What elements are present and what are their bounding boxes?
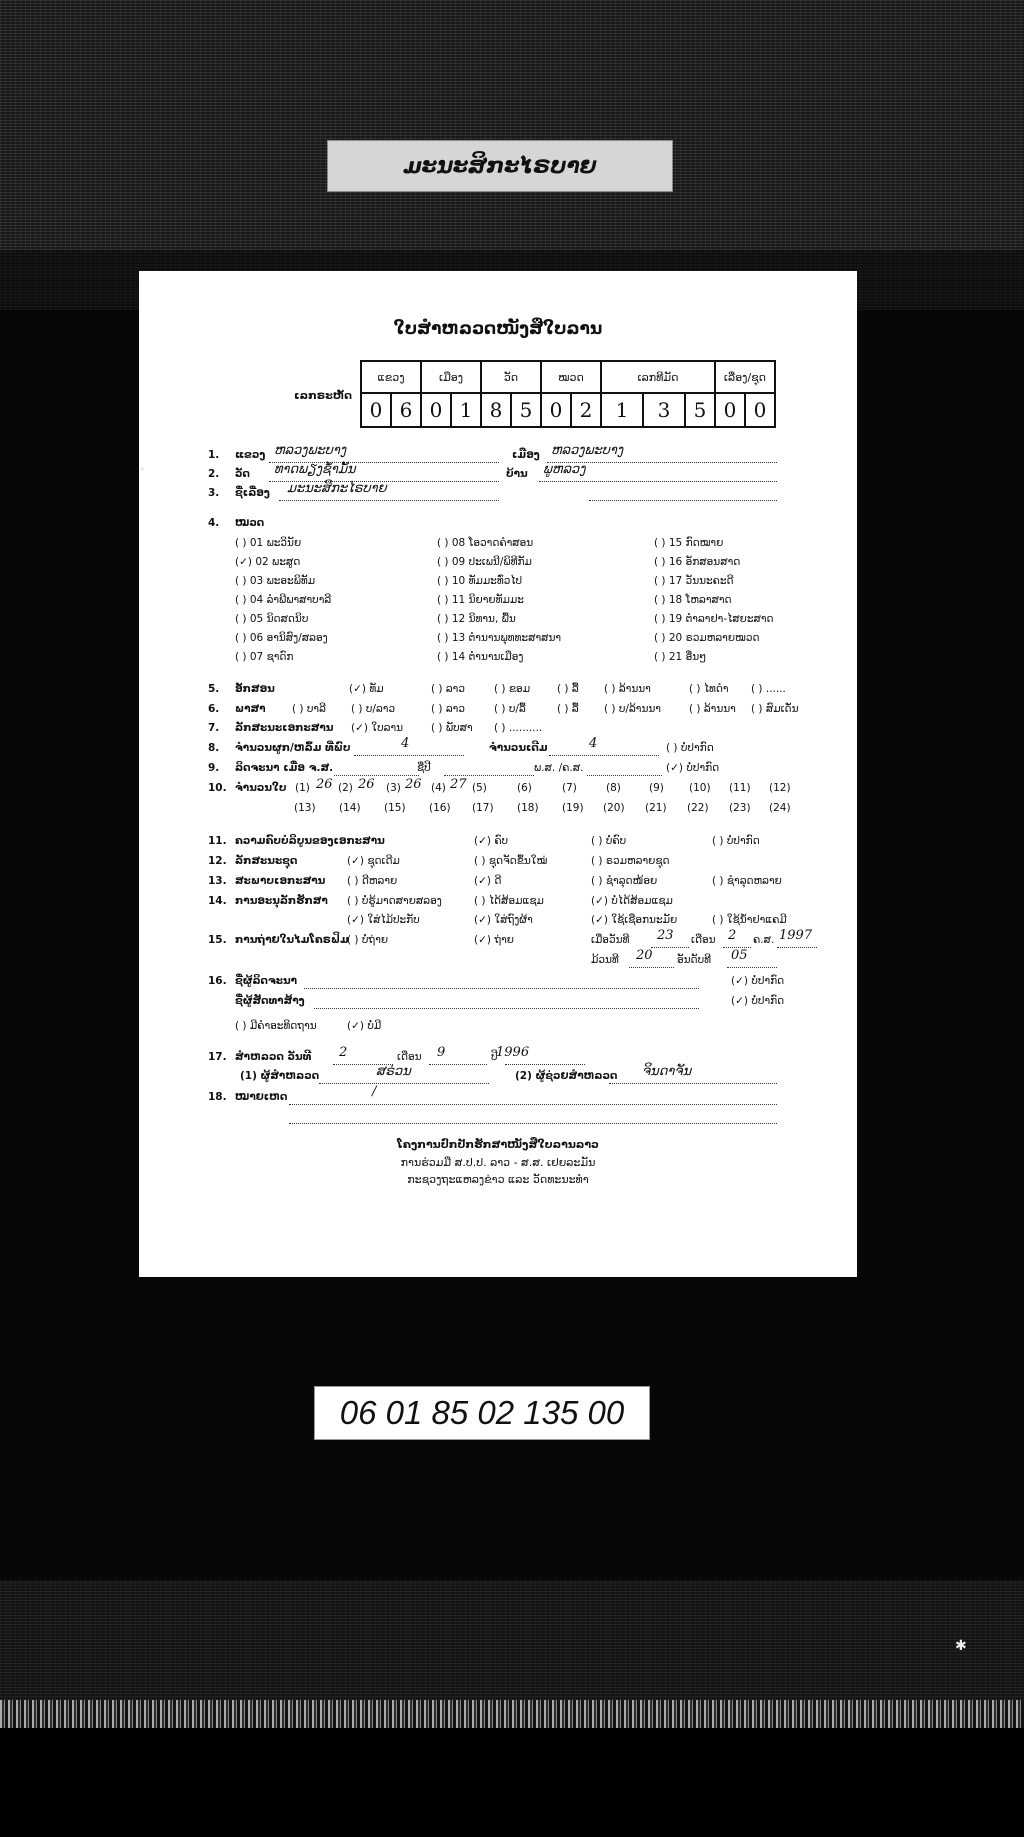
language-option: ( ) ບາລີ [292,703,326,715]
language-option: ( ) ບ/ລາວ [351,703,396,715]
conservation-label: ການອະນຸລັກຮັກສາ [235,895,328,907]
field-number: 2. [208,468,220,480]
village-label: ບ້ານ [506,468,528,480]
conservation-option: ( ) ໄດ້ສ້ອມແຊມ [474,895,544,907]
field-number: 16. [208,975,227,987]
category-option: ( ) 04 ລຳພີພາສາບາລີ [235,594,332,606]
conservation-option: (✓) ບໍ່ໄດ້ສ້ອມແຊມ [591,895,673,907]
sponsor-label: ຊື່ຜູ້ສັດທາສ້າງ [235,995,305,1007]
leaves-index: (5) [472,782,487,794]
set-type-label: ລັກສະນະຊຸດ [235,855,298,867]
code-number-label: 06 01 85 02 135 00 [314,1386,650,1440]
completeness-label: ຄວາມຄົບບໍລິບູນຂອງເອກະສານ [235,835,385,847]
code-digit: 0 [541,393,571,427]
form-title: ໃບສຳຫລວດໜັງສືໃບລານ [393,319,603,339]
code-digit: 0 [745,393,775,427]
leaves-index: (14) [339,802,361,814]
category-option: ( ) 18 ໂຫລາສາດ [654,594,732,606]
leaves-index: (24) [769,802,791,814]
field-number: 13. [208,875,227,887]
field-number: 17. [208,1051,227,1063]
code-header: ເລກທີມັດ [601,361,715,393]
title-field-label: ຊື່ເລື່ອງ [235,487,270,499]
category-option: ( ) 17 ວັນນະຄະດີ [654,575,734,587]
condition-option: ( ) ຊຳລຸດຫລາຍ [712,875,782,887]
category-option: ( ) 09 ປະເພນີ/ພິທີກັມ [437,556,532,568]
survey-month-label: ເດືອນ [397,1051,422,1063]
temple-value: ທາດພຽງຊ້ຳມັ້ນ [274,462,356,477]
film-seq-label: ອັນດັບທີ [677,954,712,966]
year-name-label: ຊື່ປີ [417,762,431,774]
category-option: ( ) 20 ຣວມຫລາຍໝວດ [654,632,760,644]
surveyor-value: ສຣ່ວນ [376,1064,411,1079]
doc-type-option: (✓) ໃບລານ [351,722,404,734]
film-year-value: 1997 [779,928,813,943]
field-number: 4. [208,517,220,529]
category-option: ( ) 11 ນິຍາຍທັມມະ [437,594,524,606]
code-digit: 5 [511,393,541,427]
survey-month-value: 9 [437,1045,446,1060]
conservation-option: (✓) ໃສ່ໄມ້ປະກັບ [347,914,420,926]
code-digit: 1 [451,393,481,427]
leaves-index: (18) [517,802,539,814]
language-option: ( ) ລື້ [557,703,579,715]
code-table [360,360,776,428]
film-edge-strip [0,1700,1024,1728]
leaves-index: (13) [294,802,316,814]
bundles-unknown-option: ( ) ບໍ່ປາກົດ [666,742,714,754]
category-option: ( ) 05 ນິດສດນິບ [235,613,309,625]
province-label: ແຂວງ [235,449,266,461]
written-date-unknown-option: (✓) ບໍ່ປາກົດ [666,762,720,774]
remarks-label: ໝາຍເຫດ [235,1091,288,1103]
leaves-index: (10) [689,782,711,794]
conservation-option: ( ) ໃຊ້ນ້ຳຢາແຄມີ [712,914,787,926]
field-number: 7. [208,722,220,734]
category-option: ( ) 08 ໂອວາດຄຳສອນ [437,537,534,549]
leaves-index: (19) [562,802,584,814]
language-option: ( ) ບ/ລ້ານນາ [604,703,661,715]
script-option: ( ) ລື້ [557,683,579,695]
set-type-option: ( ) ຣວມຫລາຍຊຸດ [591,855,670,867]
code-digit: 6 [391,393,421,427]
footer-ministry: ກະຊວງຖະແຫລງຂ່າວ ແລະ ວັດທະນະທຳ [407,1173,589,1186]
language-label: ພາສາ [235,703,266,715]
film-month-value: 2 [728,928,737,943]
field-number: 18. [208,1091,227,1103]
prayer-option: (✓) ບໍ່ມີ [347,1020,382,1032]
code-digit: 8 [481,393,511,427]
bundles-label: ຈຳນວນຜູກ/ຫລົ້ມ ທີ່ພົບ [235,742,351,754]
field-number: 12. [208,855,227,867]
leaves-index: (4) [431,782,446,794]
doc-type-option: ( ) .......... [494,722,543,734]
survey-year-value: 1996 [496,1045,530,1060]
field-number: 8. [208,742,220,754]
microfilm-option: ( ) ບໍ່ຖ່າຍ [347,934,389,946]
language-option: ( ) ລ້ານນາ [689,703,736,715]
leaves-index: (21) [645,802,667,814]
district-value: ຫລວງພະບາງ [551,443,624,458]
leaves-index: (23) [729,802,751,814]
code-digit: 5 [685,393,715,427]
category-option: ( ) 03 ພະອະພິທັມ [235,575,316,587]
category-option: ( ) 19 ຕຳລາຢາ-ໄສຍະສາດ [654,613,774,625]
era-label: ພ.ສ. /ຄ.ສ. [534,762,584,774]
script-option: ( ) ລ້ານນາ [604,683,651,695]
leaves-index: (16) [429,802,451,814]
doc-type-option: ( ) ພັບສາ [431,722,473,734]
leaves-value: 26 [405,777,422,792]
temple-label: ວັດ [235,468,250,480]
village-value: ພູຫລວງ [543,462,586,477]
bundles-value: 4 [401,736,410,751]
footer-project: ໂຄງການປົກປັກຮັກສາໜັງສືໃບລານລາວ [397,1138,599,1151]
completeness-option: ( ) ບໍ່ຄົບ [591,835,627,847]
language-option: ( ) ສົມເດັ່ນ [751,703,799,715]
film-month-label: ເດືອນ [691,934,716,946]
script-option: ( ) ...... [751,683,786,695]
film-seq-value: 05 [731,948,748,963]
leaves-index: (1) [295,782,310,794]
category-option: ( ) 07 ຊາດົກ [235,651,294,663]
assistant-label: (2) ຜູ້ຊ່ວຍສຳຫລວດ [515,1070,618,1082]
code-header: ເມືອງ [421,361,481,393]
survey-date-label: ສຳຫລວດ ວັນທີ [235,1051,312,1063]
film-year-label: ຄ.ສ. [753,934,775,946]
original-count-label: ຈຳນວນເດີມ [489,742,548,754]
condition-option: ( ) ດີຫລາຍ [347,875,398,887]
leaves-index: (22) [687,802,709,814]
script-label: ອັກສອນ [235,683,275,695]
scribe-label: ຊື່ຜູ້ລິດຈະນາ [235,975,298,987]
film-scratch: ✱ [955,1638,967,1654]
original-count-value: 4 [589,736,598,751]
category-label: ໝວດ [235,517,265,529]
code-digit: 3 [643,393,685,427]
script-option: ( ) ລາວ [431,683,465,695]
script-option: ( ) ຂອມ [494,683,531,695]
film-noise-top [0,0,1024,250]
film-day-value: 23 [657,928,674,943]
assistant-value: ຈິນດາຈັນ [642,1064,692,1079]
field-number: 6. [208,703,220,715]
footer-cooperation: ການຮ່ວມມື ສ.ປ.ປ. ລາວ - ສ.ສ. ເຢຍລະມັນ [400,1156,596,1169]
script-option: (✓) ທັມ [349,683,384,695]
conservation-option: ( ) ບໍ່ຮູ້ມາດສາຍສລອງ [347,895,442,907]
category-option: ( ) 14 ຕຳນານເມືອງ [437,651,524,663]
category-option: (✓) 02 ພະສູດ [235,556,301,568]
field-number: 15. [208,934,227,946]
code-header: ເລື່ອງ/ຊຸດ [715,361,775,393]
sponsor-unknown-option: (✓) ບໍ່ປາກົດ [731,995,785,1007]
surveyor-label: (1) ຜູ້ສຳຫລວດ [240,1070,320,1082]
category-option: ( ) 06 ອານິສົງ/ສລອງ [235,632,328,644]
film-scratch: • [138,462,147,478]
code-header: ໝວດ [541,361,601,393]
condition-label: ສະພາບເອກະສານ [235,875,326,887]
language-option: ( ) ບ/ລື້ [494,703,526,715]
field-number: 5. [208,683,220,695]
category-option: ( ) 10 ທັມມະທົ່ວໄປ [437,575,523,587]
leaves-index: (8) [606,782,621,794]
leaves-label: ຈຳນວນໃບ [235,782,287,794]
film-border [0,1728,1024,1837]
field-number: 11. [208,835,227,847]
survey-form [139,271,857,1277]
code-header: ແຂວງ [361,361,421,393]
survey-day-value: 2 [339,1045,348,1060]
category-option: ( ) 16 ອັກສອນສາດ [654,556,741,568]
category-option: ( ) 01 ພະວິນັຍ [235,537,302,549]
code-digit: 0 [361,393,391,427]
microfilm-option: (✓) ຖ່າຍ [474,934,514,946]
film-date-label: ເມື່ອວັນທີ [591,934,630,946]
film-roll-value: 20 [636,948,653,963]
leaves-value: 27 [450,777,467,792]
scribe-unknown-option: (✓) ບໍ່ປາກົດ [731,975,785,987]
film-roll-label: ມ້ວນທີ [591,954,619,966]
category-option: ( ) 13 ຕຳນານພຸທທະສາສນາ [437,632,562,644]
leaves-index: (2) [338,782,353,794]
field-number: 9. [208,762,220,774]
completeness-option: ( ) ບໍ່ປາກົດ [712,835,760,847]
leaves-index: (17) [472,802,494,814]
microfilm-label: ການຖ່າຍໃນໄມໂຄຣຟິມ [235,934,349,946]
field-number: 14. [208,895,227,907]
leaves-index: (9) [649,782,664,794]
survey-year-label: ປີ [491,1051,498,1063]
leaves-index: (11) [729,782,751,794]
leaves-index: (15) [384,802,406,814]
field-number: 1. [208,449,220,461]
conservation-option: (✓) ໃສ່ຖົງຜ້າ [474,914,533,926]
field-number: 10. [208,782,227,794]
script-option: ( ) ໄທດຳ [689,683,729,695]
code-digit: 0 [715,393,745,427]
province-value: ຫລວງພະບາງ [274,443,347,458]
district-label: ເມືອງ [512,449,540,461]
category-option: ( ) 12 ນິທານ, ພື້ນ [437,613,516,625]
leaves-index: (20) [603,802,625,814]
leaves-index: (12) [769,782,791,794]
leaves-index: (6) [517,782,532,794]
completeness-option: (✓) ຄົບ [474,835,509,847]
category-option: ( ) 21 ອື່ນໆ [654,651,707,663]
title-field-value: ມະນະສິກະໄຣບາຍ [287,481,387,496]
code-label: ເລກຣະຫັດ [294,389,352,402]
set-type-option: (✓) ຊຸດເດີມ [347,855,400,867]
condition-option: ( ) ຊຳລຸດໜ້ອຍ [591,875,658,887]
written-date-label: ລິດຈະນາ ເມື່ອ ຈ.ສ. [235,762,334,774]
category-option: ( ) 15 ກົດໝາຍ [654,537,724,549]
code-digit: 0 [421,393,451,427]
leaves-value: 26 [316,777,333,792]
leaves-index: (3) [386,782,401,794]
remarks-value: / [372,1084,377,1099]
code-header: ວັດ [481,361,541,393]
conservation-option: (✓) ໃຊ້ເຊືອກນະມັຍ [591,914,678,926]
set-type-option: ( ) ຊຸດຈັດຂຶ້ນໃໝ່ [474,855,548,867]
field-number: 3. [208,487,220,499]
language-option: ( ) ລາວ [431,703,465,715]
code-digit: 2 [571,393,601,427]
prayer-option: ( ) ມີຄຳອະທິດຖານ [235,1020,317,1032]
leaves-index: (7) [562,782,577,794]
leaves-value: 26 [358,777,375,792]
code-digit: 1 [601,393,643,427]
doc-type-label: ລັກສະນະເອກະສານ [235,722,334,734]
title-label: ມະນະສິກະໄຣບາຍ [327,140,673,192]
condition-option: (✓) ດີ [474,875,502,887]
